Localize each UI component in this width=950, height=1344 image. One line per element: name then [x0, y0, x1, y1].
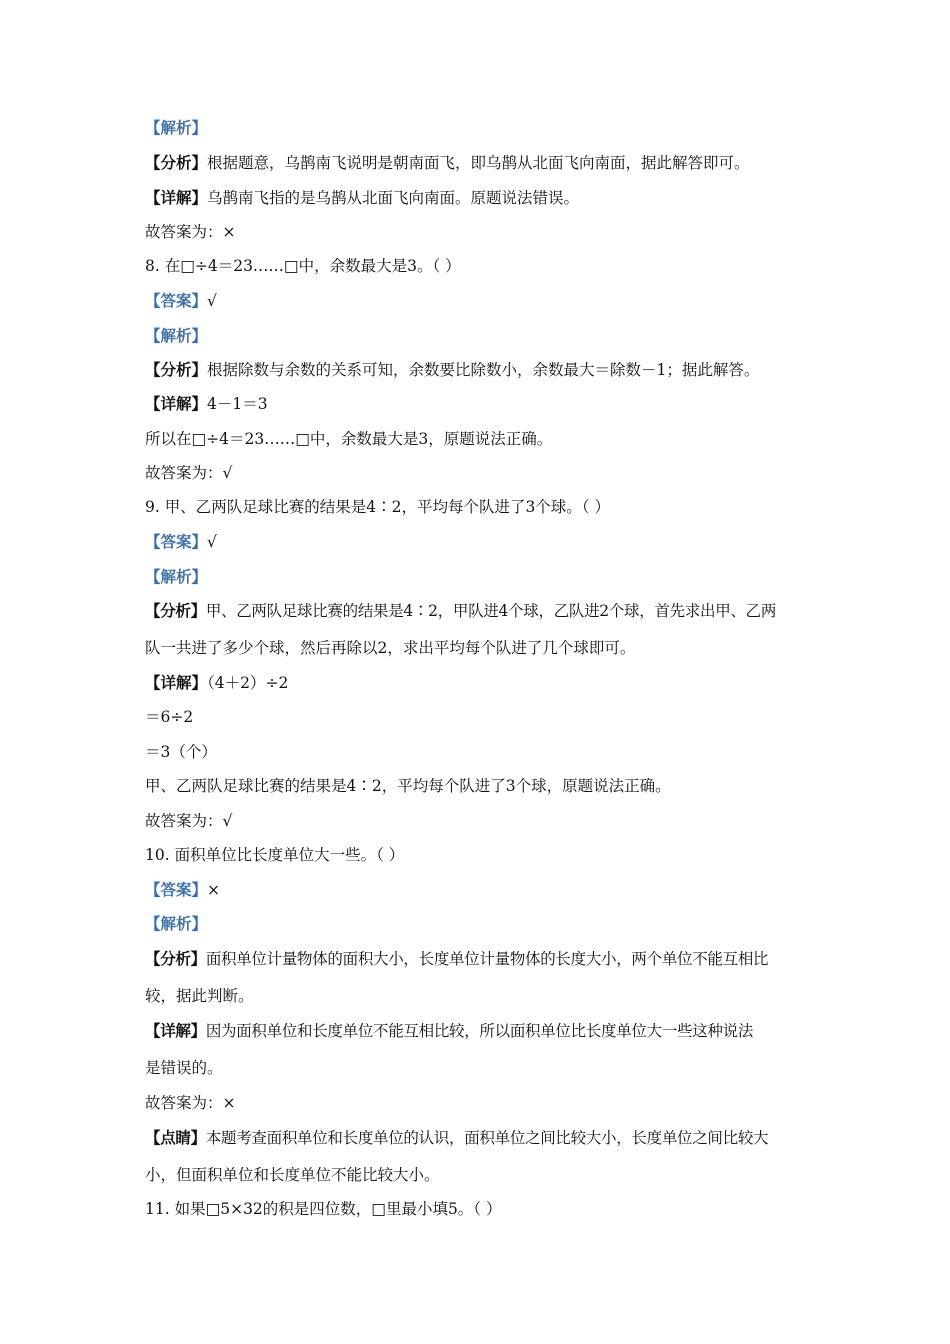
line-text: ＝3（个）: [145, 743, 217, 761]
line-text: 所以在□÷4＝23……□中，余数最大是3，原题说法正确。: [145, 430, 553, 448]
line-text: 故答案为：×: [145, 223, 236, 241]
line-text: 面积单位计量物体的面积大小，长度单位计量物体的长度大小，两个单位不能互相比: [205, 950, 769, 968]
text-line: [145, 153, 750, 173]
text-line: [145, 707, 193, 727]
line-text: 队一共进了多少个球，然后再除以2，求出平均每个队进了几个球即可。: [145, 639, 636, 657]
text-line: [145, 776, 671, 796]
text-line: [145, 845, 404, 865]
text-line: [145, 532, 217, 552]
text-line: [145, 1093, 236, 1113]
text-line: [145, 256, 461, 276]
text-line: [145, 463, 232, 483]
text-line: [145, 567, 207, 587]
section-tag: 【答案】: [145, 880, 208, 899]
text-line: [145, 880, 220, 900]
line-text: 8. 在□÷4＝23……□中，余数最大是3。（ ）: [145, 257, 461, 275]
text-line: [145, 1128, 808, 1148]
section-tag: 【详解】: [145, 1021, 206, 1040]
line-text: 是错误的。: [145, 1059, 223, 1077]
text-line: [145, 673, 288, 693]
section-tag: 【点睛】: [145, 1128, 206, 1147]
section-tag: 【详解】: [145, 188, 208, 207]
section-tag: 【答案】: [145, 532, 208, 551]
text-line: [145, 1199, 501, 1219]
section-tag: 【分析】: [145, 601, 206, 620]
line-text: 故答案为：√: [145, 812, 233, 830]
section-tag: 【分析】: [145, 153, 208, 172]
text-line: [145, 188, 579, 208]
line-text: 甲、乙两队足球比赛的结果是4∶2，平均每个队进了3个球，原题说法正确。: [145, 777, 671, 795]
text-line: [145, 811, 232, 831]
section-tag: 【详解】: [145, 673, 208, 692]
text-line: [145, 986, 254, 1006]
section-tag: 【分析】: [145, 360, 208, 379]
text-line: [145, 429, 552, 449]
text-line: [145, 914, 207, 934]
line-text: 4－1＝3: [207, 395, 268, 413]
line-text: 故答案为：×: [145, 1094, 236, 1112]
line-text: 因为面积单位和长度单位不能互相比较，所以面积单位比长度单位大一些这种说法: [205, 1022, 754, 1040]
line-text: 9. 甲、乙两队足球比赛的结果是4∶2，平均每个队进了3个球。（ ）: [145, 498, 610, 516]
text-line: [145, 118, 207, 138]
line-text: √: [207, 533, 217, 551]
line-text: 本题考查面积单位和长度单位的认识，面积单位之间比较大小，长度单位之间比较大: [205, 1129, 769, 1147]
section-tag: 【解析】: [145, 118, 208, 137]
text-line: [145, 222, 236, 242]
line-text: ×: [207, 881, 221, 899]
text-line: [145, 360, 759, 380]
text-line: [145, 497, 610, 517]
line-text: 乌鹊南飞指的是乌鹊从北面飞向南面。原题说法错误。: [207, 189, 580, 207]
section-tag: 【答案】: [145, 291, 208, 310]
section-tag: 【解析】: [145, 326, 208, 345]
text-line: [145, 949, 808, 969]
line-text: 根据除数与余数的关系可知，余数要比除数小，余数最大＝除数－1；据此解答。: [207, 361, 760, 379]
text-line: [145, 601, 808, 621]
line-text: 甲、乙两队足球比赛的结果是4∶2，甲队进4个球，乙队进2个球，首先求出甲、乙两: [205, 602, 777, 620]
line-text: 11. 如果□5×32的积是四位数，□里最小填5。（ ）: [145, 1200, 502, 1218]
text-line: [145, 394, 268, 414]
text-line: [145, 638, 635, 658]
line-text: 小，但面积单位和长度单位不能比较大小。: [145, 1166, 440, 1184]
line-text: 故答案为：√: [145, 464, 233, 482]
line-text: 根据题意，乌鹊南飞说明是朝南面飞，即乌鹊从北面飞向南面，据此解答即可。: [207, 154, 750, 172]
section-tag: 【解析】: [145, 567, 208, 586]
section-tag: 【解析】: [145, 914, 208, 933]
line-text: √: [207, 292, 217, 310]
text-line: [145, 1058, 223, 1078]
text-line: [145, 291, 217, 311]
text-line: [145, 1165, 440, 1185]
line-text: 10. 面积单位比长度单位大一些。（ ）: [145, 846, 405, 864]
section-tag: 【分析】: [145, 949, 206, 968]
text-line: [145, 326, 207, 346]
text-line: [145, 742, 217, 762]
line-text: ＝6÷2: [145, 708, 194, 726]
section-tag: 【详解】: [145, 394, 208, 413]
line-text: 较，据此判断。: [145, 987, 254, 1005]
line-text: （4＋2）÷2: [207, 674, 289, 692]
text-line: [145, 1021, 808, 1041]
